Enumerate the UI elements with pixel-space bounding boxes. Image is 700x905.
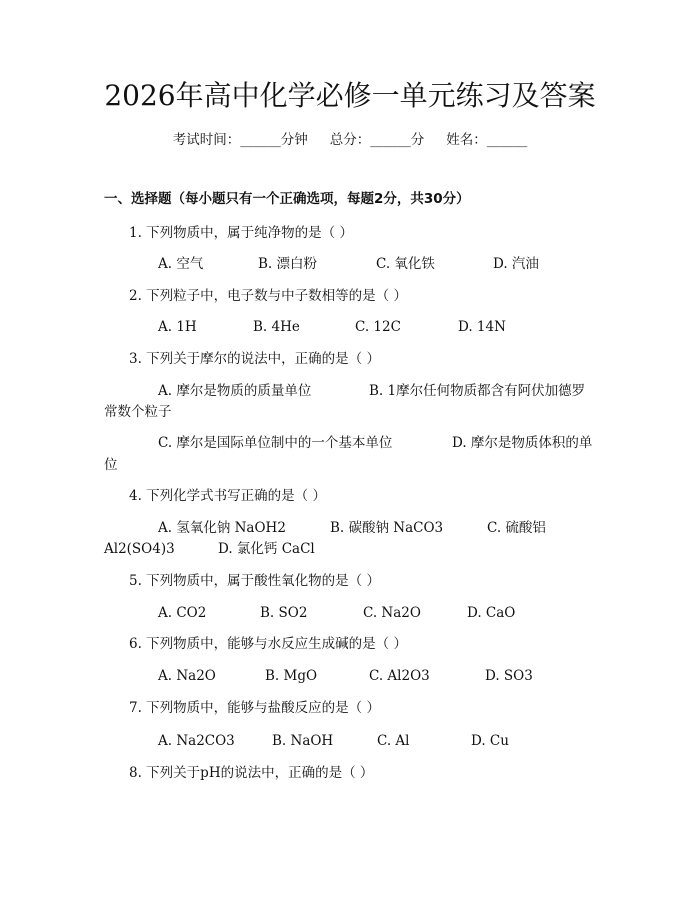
question-8-stem: 8. 下列关于pH的说法中，正确的是（ ） bbox=[129, 765, 374, 781]
question-1-stem: 1. 下列物质中，属于纯净物的是（ ） bbox=[129, 225, 353, 241]
page-title: 2026年高中化学必修一单元练习及答案 bbox=[104, 79, 596, 112]
question-7-option-d: D. Cu bbox=[471, 733, 509, 749]
student-name: 姓名：______ bbox=[446, 132, 528, 148]
total-score: 总分：______分 bbox=[329, 132, 425, 148]
section-heading: 一、选择题（每小题只有一个正确选项，每题2分，共30分） bbox=[104, 191, 470, 207]
question-6-option-c: C. Al2O3 bbox=[369, 668, 430, 684]
question-1-option-d: D. 汽油 bbox=[493, 256, 539, 272]
question-4-option-c-cont: Al2(SO4)3 bbox=[104, 541, 175, 557]
question-4-option-d: D. 氯化钙 CaCl bbox=[218, 541, 315, 557]
question-3-option-b: B. 1摩尔任何物质都含有阿伏加德罗 bbox=[369, 383, 586, 399]
question-4-stem: 4. 下列化学式书写正确的是（ ） bbox=[129, 488, 326, 504]
question-7-stem: 7. 下列物质中，能够与盐酸反应的是（ ） bbox=[129, 700, 380, 716]
question-5-option-b: B. SO2 bbox=[260, 605, 308, 621]
question-6-stem: 6. 下列物质中，能够与水反应生成碱的是（ ） bbox=[129, 636, 407, 652]
question-4-option-c: C. 硫酸铝 bbox=[487, 520, 546, 536]
question-3-stem: 3. 下列关于摩尔的说法中，正确的是（ ） bbox=[129, 351, 380, 367]
question-6-option-d: D. SO3 bbox=[485, 668, 533, 684]
question-7-option-b: B. NaOH bbox=[272, 733, 334, 749]
question-2-stem: 2. 下列粒子中，电子数与中子数相等的是（ ） bbox=[129, 288, 407, 304]
question-3-option-d: D. 摩尔是物质体积的单 bbox=[452, 435, 593, 451]
question-1-option-b: B. 漂白粉 bbox=[258, 256, 318, 272]
question-3-option-c: C. 摩尔是国际单位制中的一个基本单位 bbox=[158, 435, 393, 451]
question-2-option-a: A. 1H bbox=[158, 319, 197, 335]
question-5-stem: 5. 下列物质中，属于酸性氧化物的是（ ） bbox=[129, 573, 380, 589]
question-1-option-c: C. 氧化铁 bbox=[376, 256, 435, 272]
question-6-option-b: B. MgO bbox=[265, 668, 318, 684]
question-3-option-d-cont: 位 bbox=[104, 457, 118, 473]
question-2-option-b: B. 4He bbox=[253, 319, 300, 335]
question-1-option-a: A. 空气 bbox=[158, 256, 204, 272]
question-5-option-a: A. CO2 bbox=[158, 605, 207, 621]
question-4-option-b: B. 碳酸钠 NaCO3 bbox=[330, 520, 444, 536]
question-3-option-a: A. 摩尔是物质的质量单位 bbox=[158, 383, 312, 399]
question-7-option-a: A. Na2CO3 bbox=[158, 733, 235, 749]
question-2-option-d: D. 14N bbox=[458, 319, 506, 335]
question-3-option-b-cont: 常数个粒子 bbox=[104, 404, 172, 420]
exam-time: 考试时间：______分钟 bbox=[172, 132, 308, 148]
question-7-option-c: C. Al bbox=[377, 733, 410, 749]
question-4-option-a: A. 氢氧化钠 NaOH2 bbox=[158, 520, 286, 536]
question-6-option-a: A. Na2O bbox=[158, 668, 216, 684]
question-2-option-c: C. 12C bbox=[355, 319, 401, 335]
question-5-option-d: D. CaO bbox=[467, 605, 516, 621]
exam-meta bbox=[0, 131, 700, 149]
question-5-option-c: C. Na2O bbox=[363, 605, 421, 621]
